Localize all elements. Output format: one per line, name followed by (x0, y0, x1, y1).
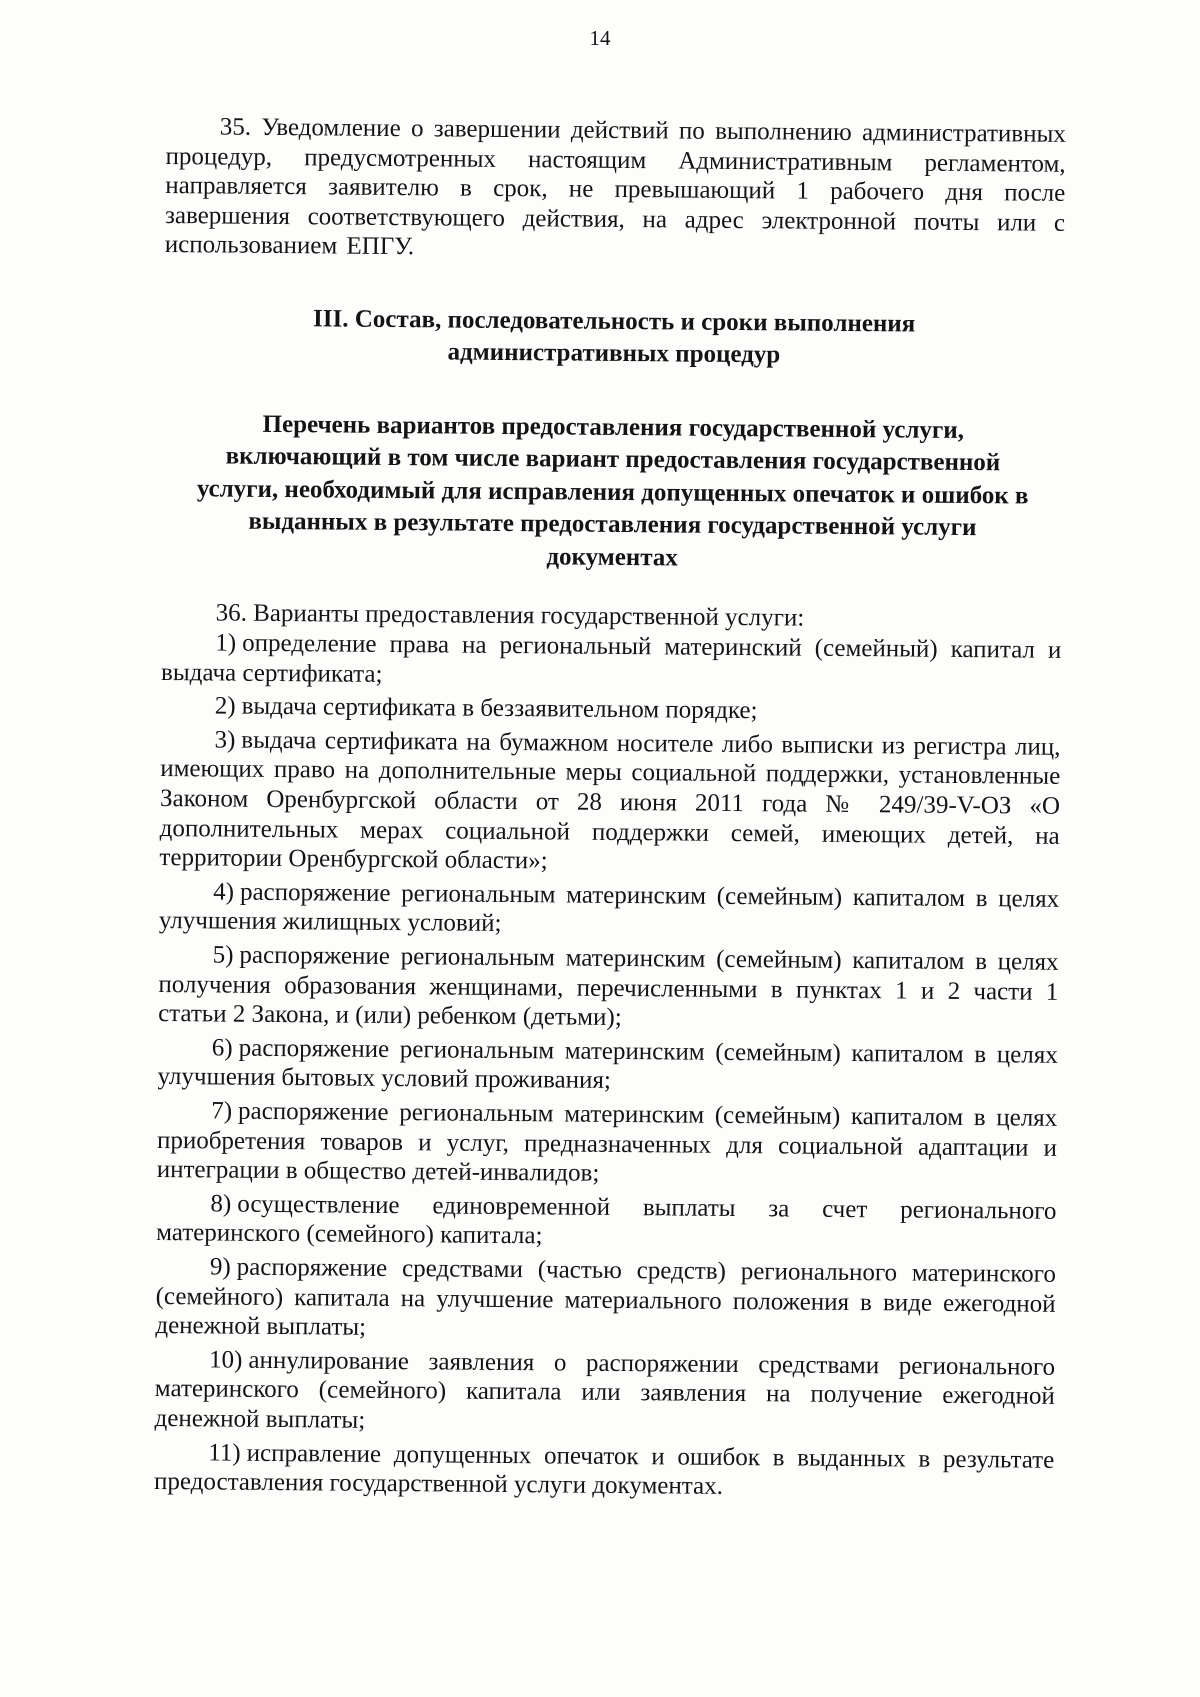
variant-number: 1) (215, 629, 237, 657)
variant-item (159, 725, 1060, 881)
variant-item (154, 1437, 1054, 1504)
subsection-heading-line: услуги, необходимый для исправления допущенных опечаток и ошибок в (196, 475, 1029, 510)
variant-text: выдача сертификата в беззаявительном порядке; (241, 692, 758, 725)
section-heading-line: III. Состав, последовательность и сроки выполнения (313, 305, 916, 338)
variant-number: 7) (211, 1097, 233, 1125)
variant-number: 2) (214, 692, 236, 720)
variant-text: определение права на региональный материнский (семейный) капитал и выдача сертификата; (160, 629, 1062, 688)
variant-number: 5) (212, 941, 234, 969)
section-heading-line: административных процедур (447, 338, 781, 369)
variant-item (155, 1252, 1056, 1349)
variant-text: распоряжение региональным материнским (семейным) капиталом в целях улучшения жилищных условий; (158, 878, 1060, 938)
variant-item (157, 1096, 1058, 1193)
variant-number: 6) (211, 1034, 233, 1062)
subsection-heading-line: выданных в результате предоставления государственной услуги (248, 508, 977, 542)
variant-number: 10) (208, 1346, 243, 1374)
variant-item (159, 877, 1059, 944)
subsection-heading-line: Перечень вариантов предоставления государственной услуги, (262, 410, 965, 444)
variant-text: распоряжение средствами (частью средств) регионального материнского (семейного) капитала на улучшение материального положения в виде ежегодной денежной выплаты; (155, 1253, 1057, 1341)
variant-item (161, 691, 1061, 728)
subsection-heading-line: включающий в том числе вариант предоставления государственной (225, 443, 1001, 477)
variant-number: 9) (209, 1253, 231, 1281)
variant-text: аннулирование заявления о распоряжении средствами регионального материнского (семейного) капитала или заявления на получение ежегодной денежной выплаты; (154, 1346, 1056, 1434)
variant-item (156, 1189, 1056, 1256)
item-36-intro: 36. Варианты предоставления государственной услуги: (215, 599, 805, 633)
variant-number: 11) (208, 1438, 241, 1467)
variant-item (154, 1345, 1055, 1442)
section-heading (164, 302, 1065, 374)
page-body (154, 112, 1066, 1504)
variant-number: 8) (210, 1190, 232, 1218)
variant-number: 4) (213, 878, 235, 906)
variant-text: распоряжение региональным материнским (семейным) капиталом в целях улучшения бытовых условий проживания; (157, 1034, 1058, 1095)
variant-number: 3) (214, 726, 236, 754)
variant-text: распоряжение региональным материнским (семейным) капиталом в целях приобретения товаров и услуг, предназначенных для социальной адаптации и интеграции в общество детей-инвалидов; (156, 1097, 1058, 1187)
variant-text: выдача сертификата на бумажном носителе либо выписки из регистра лиц, имеющих право на дополнительные меры социальной поддержки, установленные Законом Оренбургской области от 28 июня 2011 года № 249/39-V-ОЗ «О дополнительных мерах социальной поддержки семей, имеющих детей, на территории Оренбургской области»; (159, 726, 1061, 875)
variant-text: распоряжение региональным материнским (семейным) капиталом в целях получения образования женщинами, перечисленными в пунктах 1 и 2 части 1 статьи 2 Закона, и (или) ребенком (детьми); (158, 941, 1059, 1032)
variants-list (154, 598, 1062, 1504)
variant-text: исправление допущенных опечаток и ошибок в выданных в результате предоставления государственной услуги документах. (153, 1439, 1055, 1501)
page-number: 14 (589, 26, 611, 50)
subsection-heading (162, 408, 1063, 578)
variant-item (158, 940, 1059, 1037)
variant-item (161, 628, 1061, 695)
variant-text: осуществление единовременной выплаты за счет регионального материнского (семейного) капитала; (156, 1190, 1057, 1250)
variant-item (157, 1033, 1057, 1100)
subsection-heading-line: документах (546, 543, 678, 572)
item-35-paragraph: 35. Уведомление о завершении действий по выполнению административных процедур, предусмотренных настоящим Административным регламентом, направляется заявителю в срок, не превышающий 1 рабочего дня после завершения соответствующего действия, на адрес электронной почты или с использованием ЕПГУ. (164, 113, 1066, 261)
